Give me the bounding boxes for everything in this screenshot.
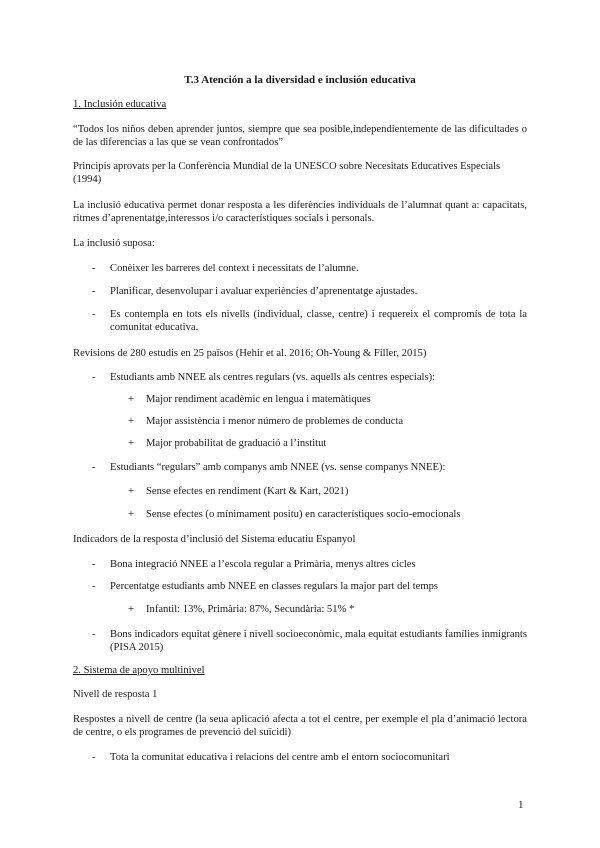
suposa-intro: La inclusió suposa: [73, 238, 155, 249]
list-dash: - [92, 581, 96, 592]
revisions-intro: Revisions de 280 estudis en 25 països (Hehir et al. 2016; Oh-Young & Filler, 2015) [73, 348, 427, 359]
list-item: Planificar, desenvolupar i avaluar experiències d’aprenentatge ajustades. [110, 286, 418, 297]
list-dash: - [92, 372, 96, 383]
sublist-item: Major probabilitat de graduació a l’institut [146, 438, 327, 449]
list-item: Es contempla en tots els nivells (individual, classe, centre) i requereix el compromís de tota la comunitat educativa. [110, 309, 527, 333]
list-item: Bona integració NNEE a l’escola regular a Primària, menys altres cicles [110, 559, 416, 570]
section-1-heading: 1. Inclusión educativa [73, 99, 167, 110]
quote-paragraph: “Todos los niños deben aprender juntos, siempre que sea posible,independientemente de las dificultades o de las diferencias a las que se vean confrontados” [73, 124, 527, 148]
definition-paragraph: La inclusió educativa permet donar resposta a les diferències individuals de l’alumnat quant a: capacitats, ritmes d’aprenentatge,interessos i/o característiques socials i personals. [73, 200, 527, 224]
nivell-label: Nivell de resposta 1 [73, 689, 158, 700]
list-item: Bons indicadors equitat gènere i nivell socioeconòmic, mala equitat estudiants famílies inmigrants (PISA 2015) [110, 629, 527, 653]
sublist-plus: + [128, 509, 134, 520]
sublist-plus: + [128, 438, 134, 449]
list-dash: - [92, 559, 96, 570]
unesco-paragraph: Principis aprovats per la Conferència Mundial de la UNESCO sobre Necesitats Educatives Especials (1994) [73, 161, 501, 185]
sublist-plus: + [128, 604, 134, 615]
page-number: 1 [518, 799, 524, 811]
indicadors-intro: Indicadors de la resposta d’inclusió del Sistema educatiu Espanyol [73, 534, 356, 545]
list-dash: - [92, 462, 96, 473]
list-item: Estudiants “regulars” amb companys amb NNEE (vs. sense companys NNEE): [110, 462, 446, 473]
list-dash: - [92, 286, 96, 297]
list-dash: - [92, 309, 96, 320]
list-item: Percentatge estudiants amb NNEE en classes regulars la major part del temps [110, 581, 439, 592]
sublist-item: Major rendiment acadèmic en lengua i matemàtiques [146, 394, 371, 405]
list-item: Tota la comunitat educativa i relacions del centre amb el entorn sociocomunitari [110, 752, 450, 763]
respostes-paragraph: Respostes a nivell de centre (la seua aplicació afecta a tot el centre, per exemple el pla d’animació lectora de centre, o els programes de prevenció del suïcidi) [73, 714, 527, 738]
sublist-plus: + [128, 394, 134, 405]
list-dash: - [92, 752, 96, 763]
list-dash: - [92, 629, 96, 640]
sublist-plus: + [128, 486, 134, 497]
list-item: Estudiants amb NNEE als centres regulars (vs. aquells als centres especials): [110, 372, 436, 383]
list-item: Conèixer les barreres del context i necessitats de l’alumne. [110, 263, 359, 274]
sublist-item: Sense efectes en rendiment (Kart & Kart, 2021) [146, 486, 349, 497]
sublist-plus: + [128, 416, 134, 427]
list-dash: - [92, 263, 96, 274]
sublist-item: Major assistència i menor número de problemes de conducta [146, 416, 404, 427]
page-title: T.3 Atención a la diversidad e inclusión educativa [184, 74, 416, 86]
section-2-heading: 2. Sistema de apoyo multinivel [73, 665, 205, 676]
sublist-item: Sense efectes (o mínimament positu) en característiques socio-emocionals [146, 509, 461, 520]
sublist-item: Infantil: 13%, Primària: 87%, Secundària: 51% * [146, 604, 355, 615]
